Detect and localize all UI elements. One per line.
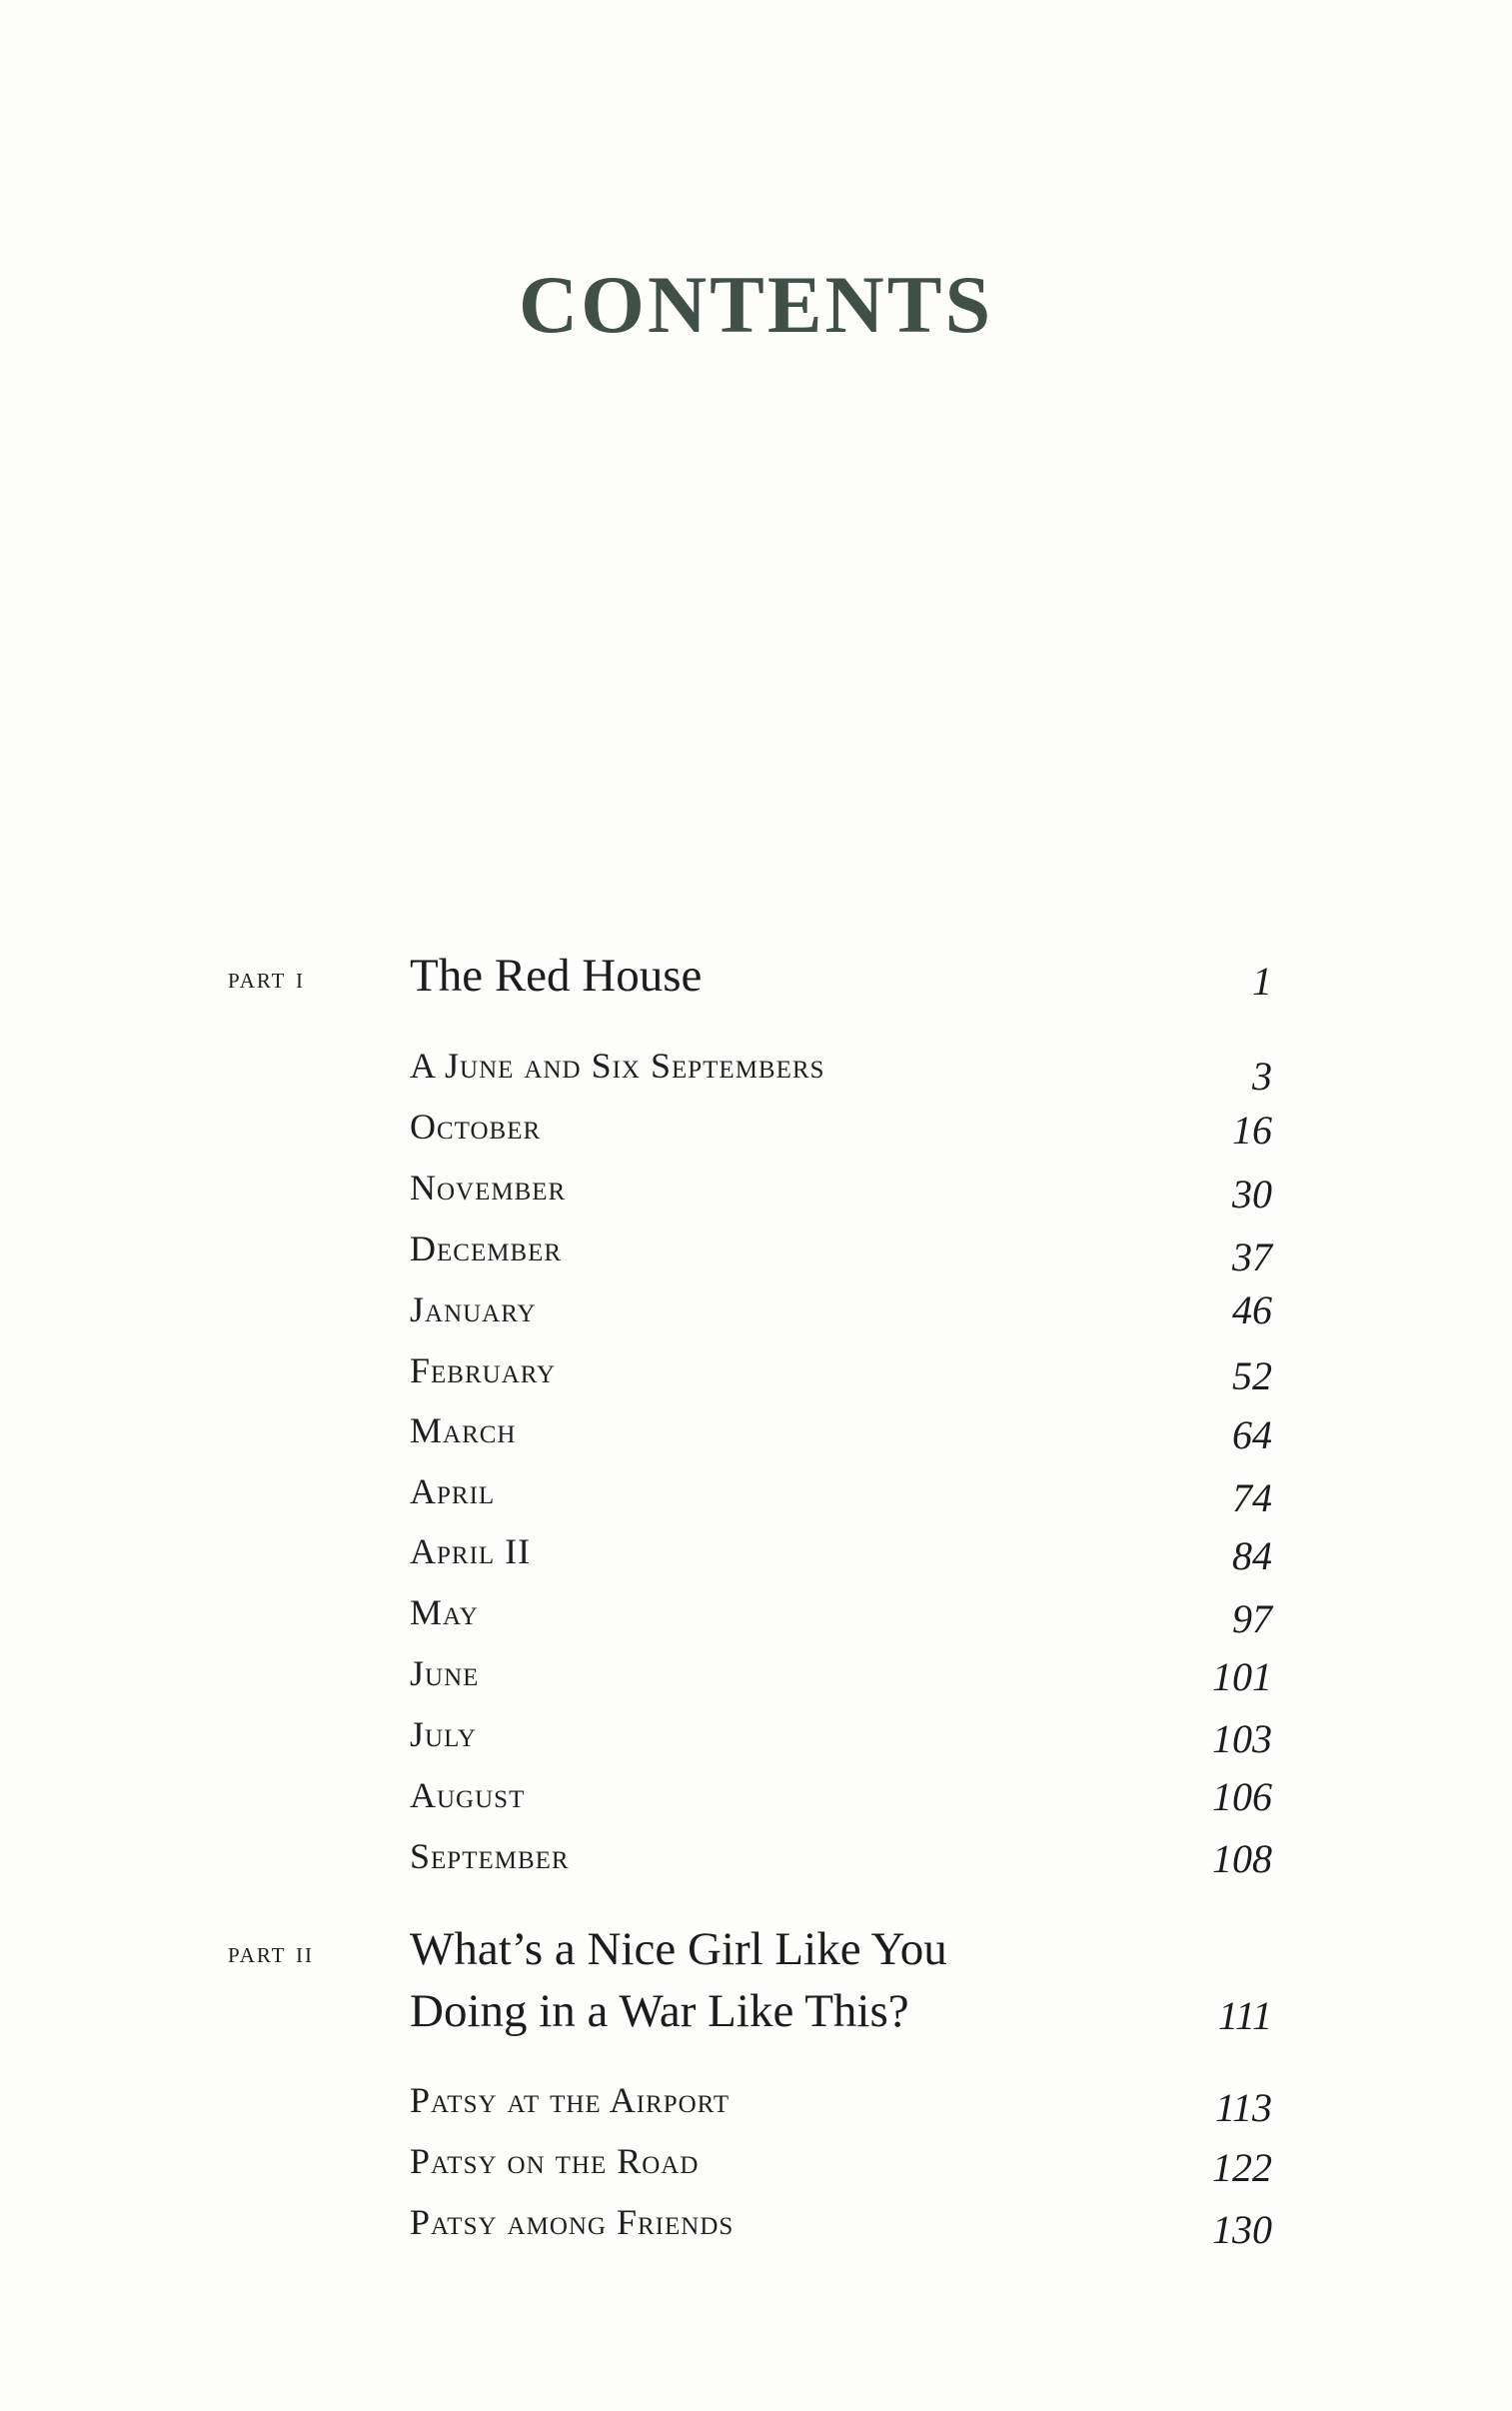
part-label: part i [228,962,305,995]
chapter-page-number: 74 [1232,1475,1272,1520]
chapter-title: December [410,1228,563,1268]
chapter-title: April II [410,1531,532,1571]
chapter-page-number: 97 [1232,1596,1272,1641]
chapter-title: June [410,1653,480,1693]
part-title [410,945,702,1007]
chapter-page-number: 46 [1232,1287,1272,1332]
chapter-title: Patsy on the Road [410,2141,700,2181]
chapter-page-number: 122 [1212,2145,1272,2190]
part-page-number: 111 [1217,1993,1272,2038]
chapter-title: September [410,1836,570,1876]
part-title-line: What’s a Nice Girl Like You [410,1923,947,1975]
chapter-page-number: 84 [1232,1533,1272,1578]
chapter-page-number: 16 [1232,1108,1272,1153]
part-label: part ii [228,1936,314,1969]
chapter-title: July [410,1714,477,1754]
chapter-page-number: 130 [1212,2207,1272,2252]
chapter-title: April [410,1471,496,1511]
chapter-title: August [410,1775,526,1815]
part-page-number: 1 [1252,959,1272,1004]
part-title [410,1918,947,2042]
part-title-line: Doing in a War Like This? [410,1985,909,2037]
chapter-page-number: 103 [1212,1716,1272,1761]
chapter-title: October [410,1107,542,1147]
part-title-line: The Red House [410,950,703,1002]
chapter-title: May [410,1592,479,1632]
chapter-title: March [410,1410,517,1450]
chapter-page-number: 3 [1252,1054,1272,1099]
chapter-page-number: 106 [1212,1774,1272,1819]
chapter-title: January [410,1289,537,1329]
chapter-title: November [410,1168,567,1207]
chapter-page-number: 37 [1232,1234,1272,1279]
chapter-page-number: 101 [1212,1654,1272,1699]
chapter-title: Patsy among Friends [410,2202,735,2242]
chapter-title: February [410,1350,557,1390]
chapter-page-number: 64 [1232,1412,1272,1457]
chapter-page-number: 52 [1232,1353,1272,1398]
page-title: CONTENTS [518,259,994,350]
chapter-page-number: 108 [1212,1836,1272,1881]
chapter-title: A June and Six Septembers [410,1046,825,1086]
chapter-page-number: 113 [1214,2085,1272,2130]
chapter-title: Patsy at the Airport [410,2080,731,2120]
chapter-page-number: 30 [1232,1172,1272,1216]
